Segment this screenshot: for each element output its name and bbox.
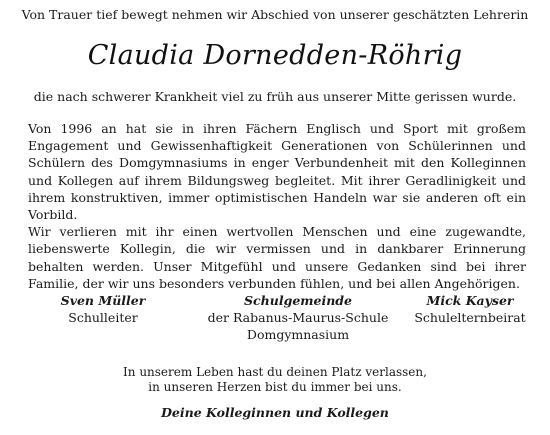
signer-name: Schulgemeinde [244,293,352,308]
intro-text: Von Trauer tief bewegt nehmen wir Abschied von unserer geschätzten Lehrerin [21,7,529,22]
signer-role: Schulelternbeirat [414,310,526,325]
paragraph: Wir verlieren mit ihr einen wertvollen Menschen und eine zugewandte, liebenswerte Kollegin, die wir vermissen und in dankbarer Erinnerung behalten werden. Unser Mitgefühl und unsere Gedanken sind bei ihrer Familie, der wir uns besonders verbunden fühlen, und bei allen Angehörigen. [28,224,526,291]
signer-role: Schulleiter [68,310,138,325]
signer [400,292,540,326]
subline-text: die nach schwerer Krankheit viel zu früh aus unserer Mitte gerissen wurde. [33,89,517,104]
signer [28,292,178,326]
paragraph: Von 1996 an hat sie in ihren Fächern Englisch und Sport mit großem Engagement und Gewissenhaftigkeit Generationen von Schülerinnen und Schülern des Domgymnasiums in enger Verbundenheit mit den Kolleginnen und Kollegen auf ihrem Bildungsweg begleitet. Mit ihrer Geradlinigkeit und ihrem konstruktiven, immer optimistischen Handeln war sie anderen oft ein Vorbild. [28,121,526,223]
verse [0,365,550,395]
body-text [28,120,526,292]
signer-name: Mick Kayser [426,293,514,308]
signer-role: der Rabanus-Maurus-Schule Domgymnasium [207,310,389,342]
signer [188,292,408,343]
verse-line: in unseren Herzen bist du immer bei uns. [148,380,402,394]
closing-signature: Deine Kolleginnen und Kollegen [161,405,389,420]
deceased-name: Claudia Dornedden-Röhrig [87,40,463,71]
signer-name: Sven Müller [60,293,146,308]
verse-line: In unserem Leben hast du deinen Platz verlassen, [123,365,427,379]
